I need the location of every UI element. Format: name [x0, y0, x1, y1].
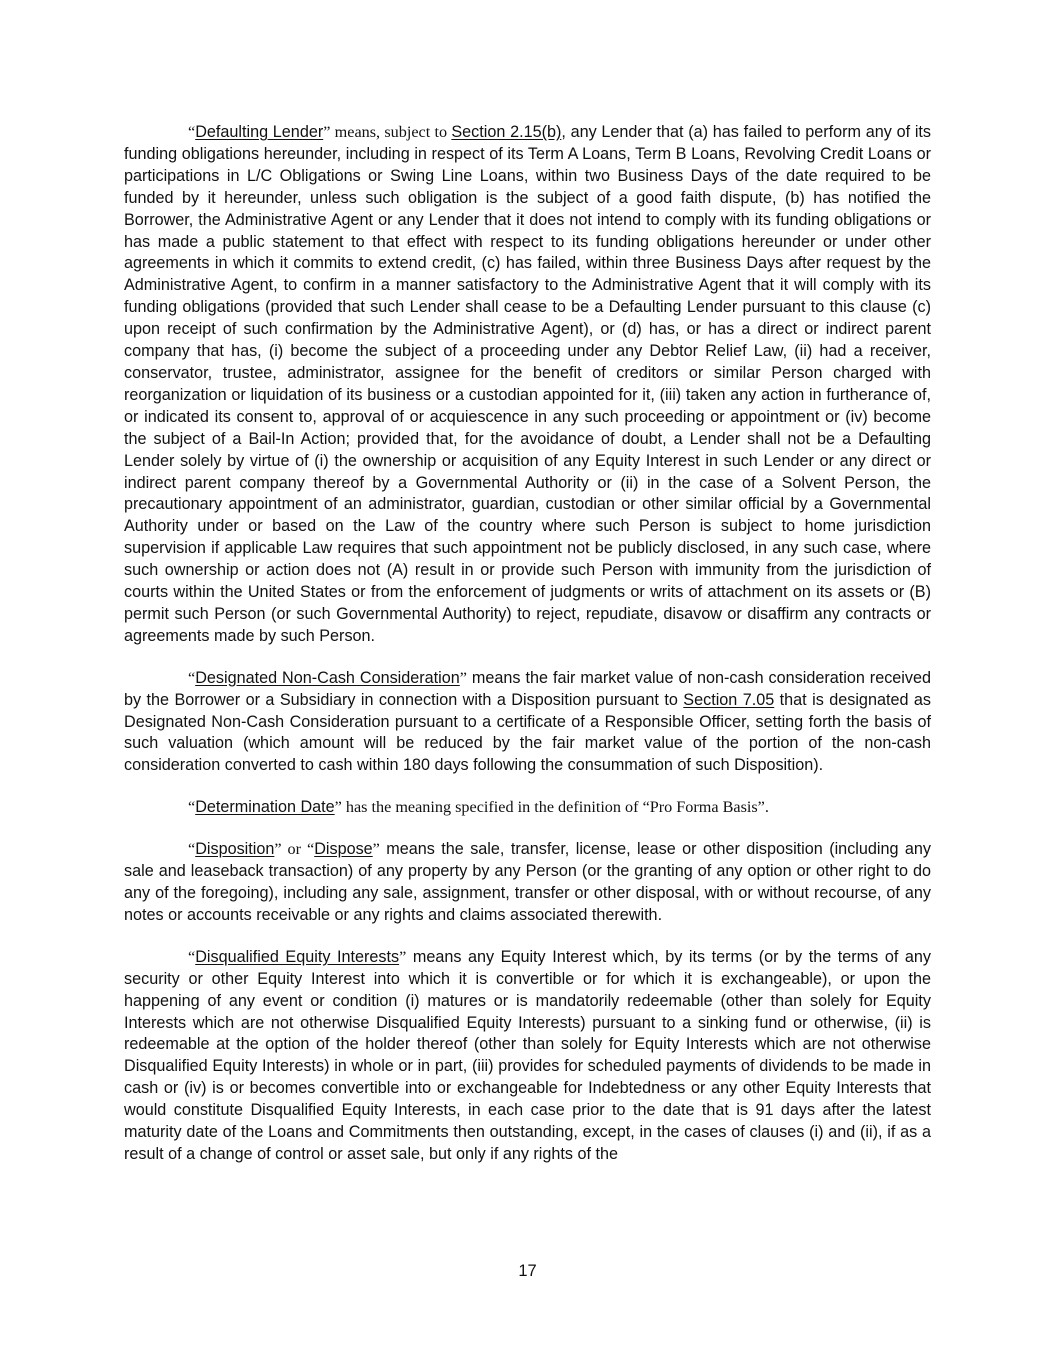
page-number: 17 [518, 1262, 537, 1280]
document-page [124, 122, 931, 1166]
term-connector: or [281, 840, 307, 859]
definition-defaulting-lender: “Defaulting Lender” means, subject to Section 2.15(b), any Lender that (a) has failed to perform any of its funding obligations hereunder, including in respect of its Term A Loans, Term B Loans, Revolving Credit Loans or participations in L/C Obligations or Swing Line Loans, within two Business Days of the date required to be funded by it hereunder, unless such obligation is the subject of a good faith dispute, (b) has notified the Borrower, the Administrative Agent or any Lender that it does not intend to comply with its funding obligations or has made a public statement to that effect with respect to its funding obligations hereunder or under other agreements in which it commits to extend credit, (c) has failed, within three Business Days after request by the Administrative Agent, to confirm in a manner satisfactory to the Administrative Agent that it will comply with its funding obligations (provided that such Lender shall cease to be a Defaulting Lender pursuant to this clause (c) upon receipt of such confirmation by the Administrative Agent), or (d) has, or has a direct or indirect parent company that has, (i) become the subject of a proceeding under any Debtor Relief Law, (ii) had a receiver, conservator, trustee, administrator, assignee for the benefit of creditors or similar Person charged with reorganization or liquidation of its business or a custodian appointed for it, (iii) taken any action in furtherance of, or indicated its consent to, approval of or acquiescence in any such proceeding or appointment or (iv) become the subject of a Bail-In Action; provided that, for the avoidance of doubt, a Lender shall not be a Defaulting Lender solely by virtue of (i) the ownership or acquisition of any Equity Interest in such Lender or any direct or indirect parent company thereof by a Governmental Authority or (ii) in the case of a Solvent Person, the precautionary appointment of an administrator, guardian, custodian or other similar official by a Governmental Authority under or based on the Law of the country where such Person is subject to home jurisdiction supervision if applicable Law requires that such appointment not be publicly disclosed, in any such case, where such ownership or action does not (A) result in or provide such Person with immunity from the jurisdiction of courts within the United States or from the enforcement of judgments or writs of attachment on its assets or (B) permit such Person (or such Governmental Authority) to reject, repudiate, disavow or disaffirm any contracts or agreements made by such Person. [124, 123, 932, 645]
section-reference: Section 7.05 [683, 690, 775, 709]
definition-body: has the meaning specified in the definition of “Pro Forma Basis”. [341, 798, 769, 817]
defined-term: Determination Date [195, 798, 335, 817]
definition-intro: means the fair market value of non-cash consideration received by the Borrower or a Subsidiary in connection with a Disposition pursuant to [124, 668, 931, 709]
section-reference: Section 2.15(b) [451, 123, 562, 141]
defined-term: Defaulting Lender [195, 123, 324, 141]
definition-determination-date: “Determination Date” has the meaning specified in the definition of “Pro Forma Basis”. [188, 798, 769, 817]
definition-designated-non-cash-consideration: “Designated Non-Cash Consideration” means the fair market value of non-cash consideration received by the Borrower or a Subsidiary in connection with a Disposition pursuant to Section 7.05 that is designated as Designated Non-Cash Consideration pursuant to a certificate of a Responsible Officer, setting forth the basis of such valuation (which amount will be reduced by the fair market value of the portion of the non-cash consideration converted to cash within 180 days following the consummation of such Disposition). [124, 668, 931, 775]
definition-body: , any Lender that (a) has failed to perform any of its funding obligations hereunder, including in respect of its Term A Loans, Term B Loans, Revolving Credit Loans or participations in L/C Obligations or Swing Line Loans, within two Business Days of the date required to be funded by it hereunder, unless such obligation is the subject of a good faith dispute, (b) has notified the Borrower, the Administrative Agent or any Lender that it does not intend to comply with its funding obligations or has made a public statement to that effect with respect to its funding obligations hereunder or under other agreements in which it commits to extend credit, (c) has failed, within three Business Days after request by the Administrative Agent, to confirm in a manner satisfactory to the Administrative Agent that it will comply with its funding obligations (provided that such Lender shall cease to be a Defaulting Lender pursuant to this clause (c) upon receipt of such confirmation by the Administrative Agent), or (d) has, or has a direct or indirect parent company that has, (i) become the subject of a proceeding under any Debtor Relief Law, (ii) had a receiver, conservator, trustee, administrator, assignee for the benefit of creditors or similar Person charged with reorganization or liquidation of its business or a custodian appointed for it, (iii) taken any action in furtherance of, or indicated its consent to, approval of or acquiescence in any such proceeding or appointment or (iv) become the subject of a Bail-In Action; provided that, for the avoidance of doubt, a Lender shall not be a Defaulting Lender solely by virtue of (i) the ownership or acquisition of any Equity Interest in such Lender or any direct or indirect parent company thereof by a Governmental Authority or (ii) in the case of a Solvent Person, the precautionary appointment of an administrator, guardian, custodian or other similar official by a Governmental Authority under or based on the Law of the country where such Person is subject to home jurisdiction supervision if applicable Law requires that such appointment not be publicly disclosed, in any such case, where such ownership or action does not (A) result in or provide such Person with immunity from the jurisdiction of courts within the United States or from the enforcement of judgments or writs of attachment on its assets or (B) permit such Person (or such Governmental Authority) to reject, repudiate, disavow or disaffirm any contracts or agreements made by such Person. [124, 123, 932, 645]
defined-term: Disqualified Equity Interests [195, 947, 400, 966]
definition-body: means any Equity Interest which, by its terms (or by the terms of any security or other Equity Interest into which it is convertible or for which it is exchangeable), or upon the happening of any event or condition (i) matures or is mandatorily redeemable (other than solely for Equity Interests which are not otherwise Disqualified Equity Interests) pursuant to a sinking fund or otherwise, (ii) is redeemable at the option of the holder thereof (other than solely for Equity Interests which are not otherwise Disqualified Equity Interests) in whole or in part, (iii) provides for scheduled payments of dividends to be made in cash or (iv) is or becomes convertible into or exchangeable for Indebtedness or any other Equity Interests that would constitute Disqualified Equity Interests, in each case prior to the date that is 91 days after the latest maturity date of the Loans and Commitments then outstanding, except, in the cases of clauses (i) and (ii), if as a result of a change of control or asset sale, but only if any rights of the [124, 947, 931, 1163]
definition-body: that is designated as Designated Non-Cash Consideration pursuant to a certificate of a Responsible Officer, setting forth the basis of such valuation (which amount will be reduced by the fair market value of the portion of the non-cash consideration converted to cash within 180 days following the consummation of such Disposition). [124, 690, 931, 775]
definition-disposition: “Disposition” or “Dispose” means the sale, transfer, license, lease or other disposition (including any sale and leaseback transaction) of any property by any Person (or the granting of any option or other right to do any of the foregoing), including any sale, assignment, transfer or other disposal, with or without recourse, of any notes or accounts receivable or any rights and claims associated therewith. [124, 840, 932, 924]
defined-term: Disposition [195, 840, 275, 859]
defined-term-alternate: Dispose [314, 840, 373, 859]
definition-body: means the sale, transfer, license, lease or other disposition (including any sale and leaseback transaction) of any property by any Person (or the granting of any option or other right to do any of the foregoing), including any sale, assignment, transfer or other disposal, with or without recourse, of any notes or accounts receivable or any rights and claims associated therewith. [124, 840, 932, 924]
defined-term: Designated Non-Cash Consideration [195, 668, 460, 687]
definition-disqualified-equity-interests: “Disqualified Equity Interests” means any Equity Interest which, by its terms (or by the terms of any security or other Equity Interest into which it is convertible or for which it is exchangeable), or upon the happening of any event or condition (i) matures or is mandatorily redeemable (other than solely for Equity Interests which are not otherwise Disqualified Equity Interests) pursuant to a sinking fund or otherwise, (ii) is redeemable at the option of the holder thereof (other than solely for Equity Interests which are not otherwise Disqualified Equity Interests) in whole or in part, (iii) provides for scheduled payments of dividends to be made in cash or (iv) is or becomes convertible into or exchangeable for Indebtedness or any other Equity Interests that would constitute Disqualified Equity Interests, in each case prior to the date that is 91 days after the latest maturity date of the Loans and Commitments then outstanding, except, in the cases of clauses (i) and (ii), if as a result of a change of control or asset sale, but only if any rights of the [124, 947, 931, 1163]
definition-intro: means, subject to [330, 123, 452, 141]
